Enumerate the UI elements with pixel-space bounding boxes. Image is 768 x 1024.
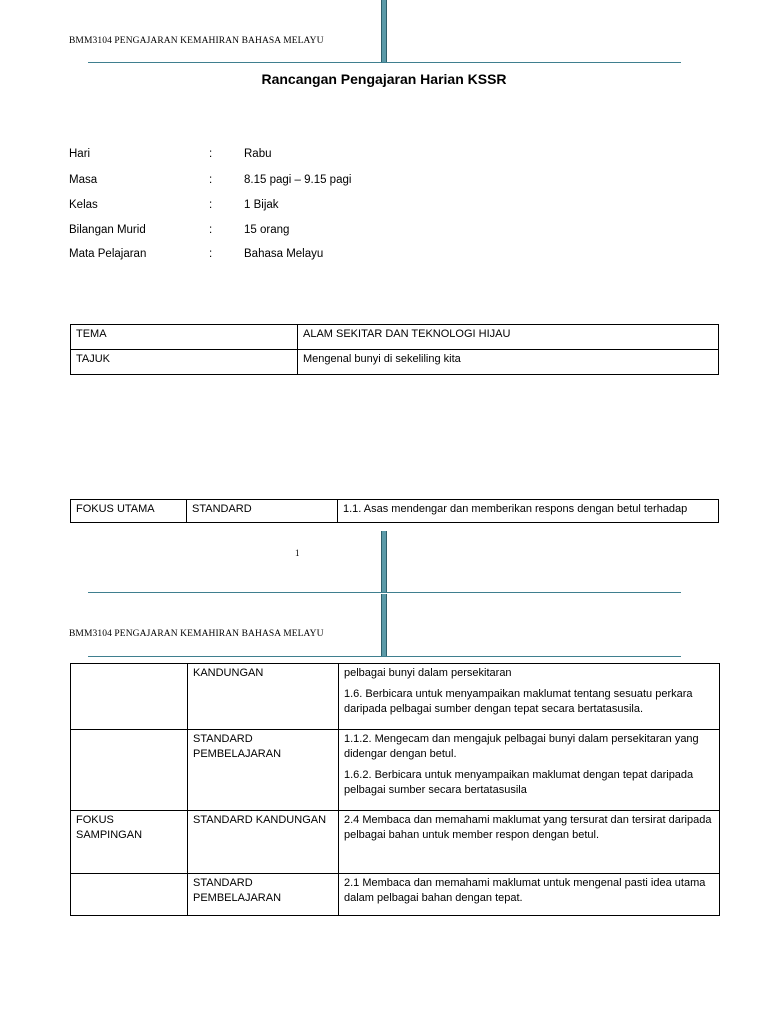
table-cell: STANDARD xyxy=(187,500,338,523)
document-title: Rancangan Pengajaran Harian KSSR xyxy=(261,71,507,87)
table-row xyxy=(71,664,720,730)
info-separator: : xyxy=(209,174,213,186)
info-separator: : xyxy=(209,248,213,260)
theme-table xyxy=(70,324,719,375)
table-cell: ALAM SEKITAR DAN TEKNOLOGI HIJAU xyxy=(298,325,719,350)
table-cell xyxy=(339,730,720,811)
running-header: BMM3104 PENGAJARAN KEMAHIRAN BAHASA MELAYU xyxy=(69,36,324,46)
info-separator: : xyxy=(209,148,213,160)
table-cell xyxy=(71,874,188,916)
cell-paragraph: 1.6. Berbicara untuk menyampaikan maklumat tentang sesuatu perkara daripada pelbagai sumber dengan tepat secara bertatasusila. xyxy=(344,688,693,715)
table-cell: STANDARD PEMBELAJARAN xyxy=(188,730,339,811)
table-cell: STANDARD PEMBELAJARAN xyxy=(188,874,339,916)
header-rule xyxy=(88,62,681,63)
cell-paragraph: 1.6.2. Berbicara untuk menyampaikan maklumat dengan tepat daripada pelbagai sumber secara bertatasusila xyxy=(344,769,694,796)
table-row xyxy=(71,500,719,523)
table-cell: TEMA xyxy=(71,325,298,350)
table-row xyxy=(71,350,719,375)
header-divider-bar xyxy=(381,594,387,656)
info-label: Kelas xyxy=(69,199,98,211)
info-separator: : xyxy=(209,199,213,211)
table-cell xyxy=(71,730,188,811)
table-cell: FOKUS UTAMA xyxy=(71,500,187,523)
page-number: 1 xyxy=(295,548,300,558)
table-cell: KANDUNGAN xyxy=(188,664,339,730)
table-row xyxy=(71,874,720,916)
info-label: Bilangan Murid xyxy=(69,224,146,236)
header-rule xyxy=(88,656,681,657)
table-cell: Mengenal bunyi di sekeliling kita xyxy=(298,350,719,375)
table-cell: STANDARD KANDUNGAN xyxy=(188,811,339,874)
table-cell: 1.1. Asas mendengar dan memberikan respons dengan betul terhadap xyxy=(338,500,719,523)
footer-rule xyxy=(88,592,681,593)
table-cell: TAJUK xyxy=(71,350,298,375)
info-separator: : xyxy=(209,224,213,236)
table-row xyxy=(71,325,719,350)
table-cell xyxy=(339,664,720,730)
focus-table xyxy=(70,499,719,523)
running-header: BMM3104 PENGAJARAN KEMAHIRAN BAHASA MELAYU xyxy=(69,629,324,639)
info-value: Bahasa Melayu xyxy=(244,248,324,260)
info-value: 8.15 pagi – 9.15 pagi xyxy=(244,174,352,186)
info-label: Masa xyxy=(69,174,98,186)
info-value: 1 Bijak xyxy=(244,199,279,211)
cell-paragraph: 2.1 Membaca dan memahami maklumat untuk mengenal pasti idea utama dalam pelbagai bahan dengan tepat. xyxy=(344,877,706,904)
cell-paragraph: pelbagai bunyi dalam persekitaran xyxy=(344,667,512,679)
table-cell: FOKUS SAMPINGAN xyxy=(71,811,188,874)
footer-divider-bar xyxy=(381,531,387,593)
table-cell xyxy=(71,664,188,730)
cell-paragraph: 1.1.2. Mengecam dan mengajuk pelbagai bunyi dalam persekitaran yang didengar dengan betul. xyxy=(344,733,699,760)
info-label: Mata Pelajaran xyxy=(69,248,147,260)
cell-paragraph: 2.4 Membaca dan memahami maklumat yang tersurat dan tersirat daripada pelbagai bahan untuk member respon dengan betul. xyxy=(344,814,712,841)
table-row xyxy=(71,811,720,874)
table-row xyxy=(71,730,720,811)
standards-table xyxy=(70,663,720,916)
table-cell xyxy=(339,811,720,874)
table-cell xyxy=(339,874,720,916)
info-label: Hari xyxy=(69,148,91,160)
info-value: 15 orang xyxy=(244,224,290,236)
info-value: Rabu xyxy=(244,148,272,160)
header-divider-bar xyxy=(381,0,387,62)
